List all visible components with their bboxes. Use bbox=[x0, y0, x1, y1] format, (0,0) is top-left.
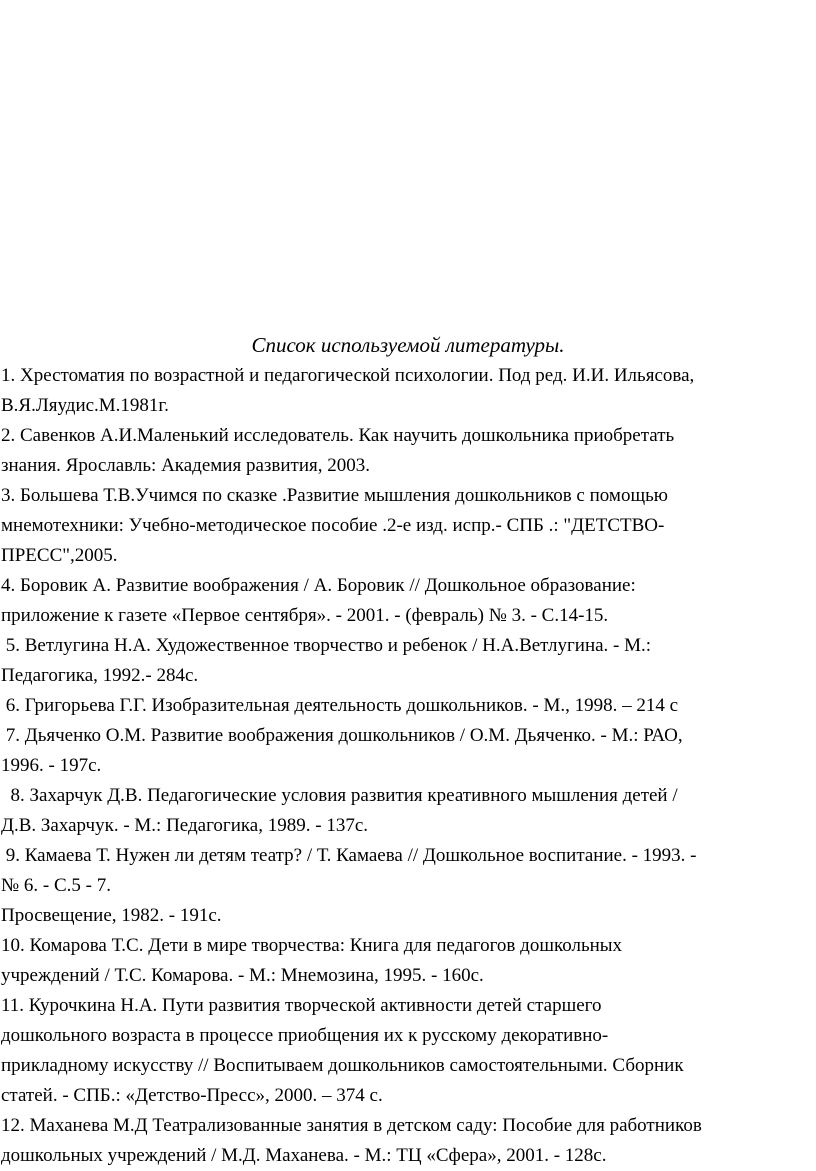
reference-line: знания. Ярославль: Академия развития, 2003. bbox=[1, 455, 370, 476]
reference-line: 5. Ветлугина Н.А. Художественное творчество и ребенок / Н.А.Ветлугина. - М.: bbox=[1, 635, 652, 656]
reference-line: 11. Курочкина Н.А. Пути развития творческой активности детей старшего bbox=[1, 995, 602, 1016]
reference-line: 1. Хрестоматия по возрастной и педагогической психологии. Под ред. И.И. Ильясова, bbox=[1, 365, 695, 386]
reference-list bbox=[0, 361, 816, 1171]
reference-line: дошкольных учреждений / М.Д. Маханева. - М.: ТЦ «Сфера», 2001. - 128с. bbox=[1, 1145, 607, 1166]
reference-line: 2. Савенков А.И.Маленький исследователь. Как научить дошкольника приобретать bbox=[1, 425, 675, 446]
page-title: Список используемой литературы. bbox=[251, 333, 565, 357]
reference-line: ПРЕСС",2005. bbox=[1, 545, 118, 566]
reference-line: 1996. - 197с. bbox=[1, 755, 102, 776]
reference-line: статей. - СПБ.: «Детство-Пресс», 2000. – 374 с. bbox=[1, 1085, 383, 1106]
reference-line: № 6. - С.5 - 7. bbox=[1, 875, 111, 896]
reference-line: учреждений / Т.С. Комарова. - М.: Мнемозина, 1995. - 160с. bbox=[1, 965, 484, 986]
reference-line: Д.В. Захарчук. - М.: Педагогика, 1989. - 137с. bbox=[1, 815, 369, 836]
reference-line: 10. Комарова Т.С. Дети в мире творчества: Книга для педагогов дошкольных bbox=[1, 935, 623, 956]
reference-line: 4. Боровик А. Развитие воображения / А. Боровик // Дошкольное образование: bbox=[1, 575, 636, 596]
reference-line: 7. Дьяченко О.М. Развитие воображения дошкольников / О.М. Дьяченко. - М.: РАО, bbox=[1, 725, 683, 746]
reference-line: 8. Захарчук Д.В. Педагогические условия развития креативного мышления детей / bbox=[1, 785, 678, 806]
reference-line: 12. Маханева М.Д Театрализованные занятия в детском саду: Пособие для работников bbox=[1, 1115, 702, 1136]
reference-line: 9. Камаева Т. Нужен ли детям театр? / Т. Камаева // Дошкольное воспитание. - 1993. - bbox=[1, 845, 697, 866]
reference-line: Педагогика, 1992.- 284с. bbox=[1, 665, 199, 686]
reference-line: мнемотехники: Учебно-методическое пособие .2-е изд. испр.- СПБ .: "ДЕТСТВО- bbox=[1, 515, 665, 536]
reference-line: В.Я.Ляудис.М.1981г. bbox=[1, 395, 169, 416]
reference-line: Просвещение, 1982. - 191с. bbox=[1, 905, 222, 926]
reference-line: приложение к газете «Первое сентября». - 2001. - (февраль) № 3. - С.14-15. bbox=[1, 605, 609, 626]
reference-line: 3. Большева Т.В.Учимся по сказке .Развитие мышления дошкольников с помощью bbox=[1, 485, 668, 506]
reference-line: прикладному искусству // Воспитываем дошкольников самостоятельными. Сборник bbox=[1, 1055, 684, 1076]
reference-line: 6. Григорьева Г.Г. Изобразительная деятельность дошкольников. - М., 1998. – 214 с bbox=[1, 695, 679, 716]
reference-line: дошкольного возраста в процессе приобщения их к русскому декоративно- bbox=[1, 1025, 609, 1046]
